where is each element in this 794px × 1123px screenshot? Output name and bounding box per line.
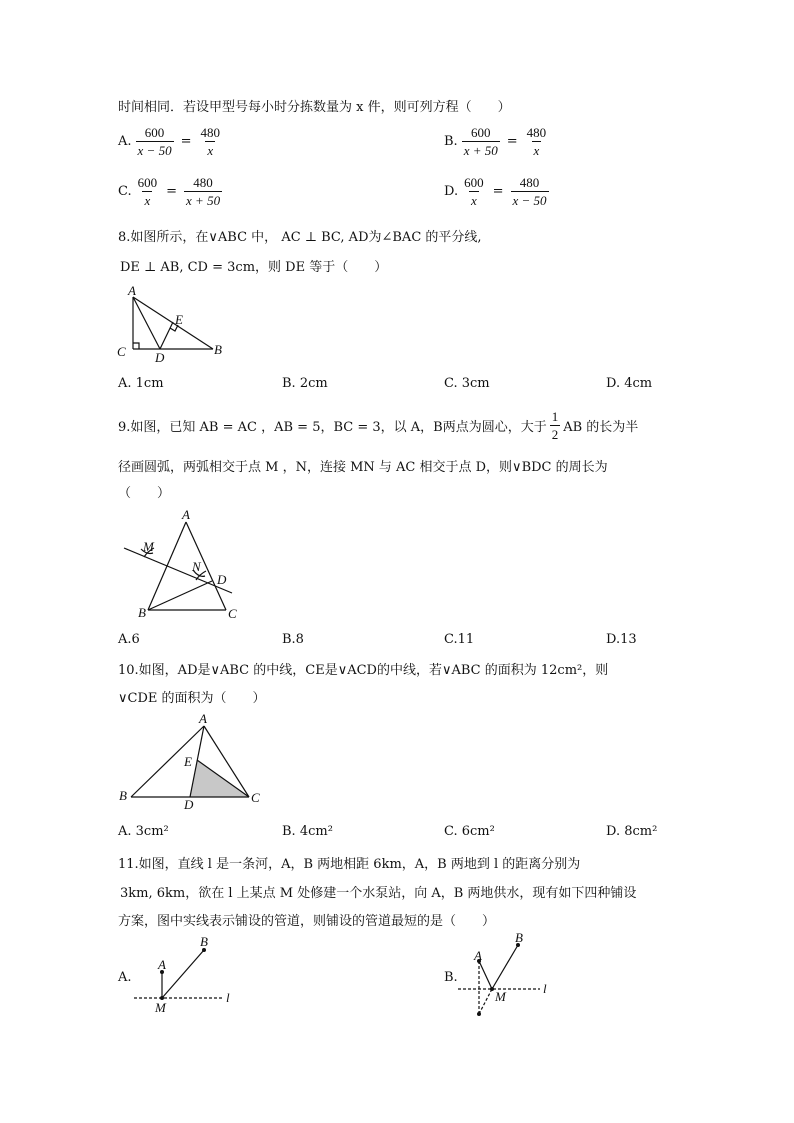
- q9-stem-line1: 9.如图，已知 AB = AC ，AB = 5，BC = 3，以 A，B两点为圆心，大于 $\frac{1}{2}$ AB 的长为半: [118, 409, 639, 442]
- q10-option-a[interactable]: A. 3cm²: [118, 824, 169, 839]
- label-d: D: [184, 797, 194, 812]
- q10-stem-line1: 10.如图，AD是∨ABC 的中线，CE是∨ACD的中线，若∨ABC 的面积为 12cm²，则: [118, 663, 609, 678]
- label-d: D: [155, 350, 165, 365]
- label-a: A: [158, 957, 166, 972]
- q11-stem-line2: 3km, 6km，欲在 l 上某点 M 处修建一个水泵站，向 A，B 两地供水，现有如下四种铺设: [120, 886, 637, 901]
- label-e: E: [184, 754, 192, 769]
- label-b: B: [119, 788, 127, 803]
- fraction: $\frac{600}{x}$: [137, 175, 158, 208]
- label-a: A: [128, 283, 136, 298]
- q7-option-b[interactable]: B. $\frac{600}{x + 50}$ = $\frac{480}{x}$: [444, 125, 547, 158]
- label-a: A: [474, 948, 482, 963]
- label-b: B: [515, 930, 523, 945]
- q10-option-c[interactable]: C. 6cm²: [444, 824, 495, 839]
- q9-option-b[interactable]: B.8: [282, 632, 304, 647]
- fraction: $\frac{480}{x}$: [200, 125, 220, 158]
- label-m: M: [155, 1000, 166, 1015]
- q11-option-a-label[interactable]: A.: [118, 970, 132, 985]
- label-e: E: [175, 312, 183, 327]
- fraction: $\frac{600}{x}$: [464, 175, 484, 208]
- q11-option-b-label[interactable]: B.: [444, 970, 458, 985]
- fraction: $\frac{600}{x - 50}$: [137, 125, 172, 158]
- label-c: C: [228, 606, 237, 621]
- q10-option-d[interactable]: D. 8cm²: [606, 824, 658, 839]
- label-d: D: [217, 572, 227, 587]
- label-b: B: [214, 342, 222, 357]
- fraction: $\frac{480}{x - 50}$: [512, 175, 547, 208]
- label-b: B: [200, 934, 208, 949]
- q8-option-c[interactable]: C. 3cm: [444, 376, 490, 391]
- q11-stem-line3: 方案，图中实线表示铺设的管道，则铺设的管道最短的是（ ）: [118, 914, 496, 929]
- fraction: $\frac{600}{x + 50}$: [463, 125, 498, 158]
- label-a: A: [182, 507, 190, 522]
- q7-option-c[interactable]: C. $\frac{600}{x}$ = $\frac{480}{x + 50}$: [118, 175, 221, 208]
- label-n: N: [192, 559, 201, 574]
- label-b: B: [138, 605, 146, 620]
- q7-stem: 时间相同．若设甲型号每小时分拣数量为 x 件，则可列方程（ ）: [118, 100, 511, 115]
- q7-option-d[interactable]: D. $\frac{600}{x}$ = $\frac{480}{x - 50}$: [444, 175, 547, 208]
- q8-stem-line1: 8.如图所示，在∨ABC 中， AC ⊥ BC, AD为∠BAC 的平分线,: [118, 230, 482, 245]
- q9-option-c[interactable]: C.11: [444, 632, 475, 647]
- q9-stem-line3: （ ）: [118, 486, 171, 501]
- fraction-half: $\frac{1}{2}$: [551, 409, 559, 442]
- fraction: $\frac{480}{x}$: [526, 125, 547, 158]
- q9-option-a[interactable]: A.6: [118, 632, 140, 647]
- q11-stem-line1: 11.如图，直线 l 是一条河，A，B 两地相距 6km，A，B 两地到 l 的距离分别为: [118, 857, 581, 872]
- label-l: l: [226, 990, 230, 1005]
- label-m: M: [495, 989, 506, 1004]
- q7-option-a[interactable]: A. $\frac{600}{x - 50}$ = $\frac{480}{x}$: [118, 125, 220, 158]
- label-c: C: [117, 344, 126, 359]
- q8-option-d[interactable]: D. 4cm: [606, 376, 653, 391]
- q10-stem-line2: ∨CDE 的面积为（ ）: [118, 691, 266, 706]
- q8-stem-line2: DE ⊥ AB, CD = 3cm，则 DE 等于（ ）: [120, 260, 388, 275]
- label-l: l: [543, 981, 547, 996]
- q10-option-b[interactable]: B. 4cm²: [282, 824, 333, 839]
- label-c: C: [251, 790, 260, 805]
- label-m: M: [143, 539, 154, 554]
- q8-option-a[interactable]: A. 1cm: [118, 376, 164, 391]
- q8-option-b[interactable]: B. 2cm: [282, 376, 328, 391]
- q9-option-d[interactable]: D.13: [606, 632, 637, 647]
- label-a: A: [199, 711, 207, 726]
- q9-stem-line2: 径画圆弧，两弧相交于点 M ，N，连接 MN 与 AC 相交于点 D，则∨BDC 的周长为: [118, 460, 608, 475]
- fraction: $\frac{480}{x + 50}$: [186, 175, 221, 208]
